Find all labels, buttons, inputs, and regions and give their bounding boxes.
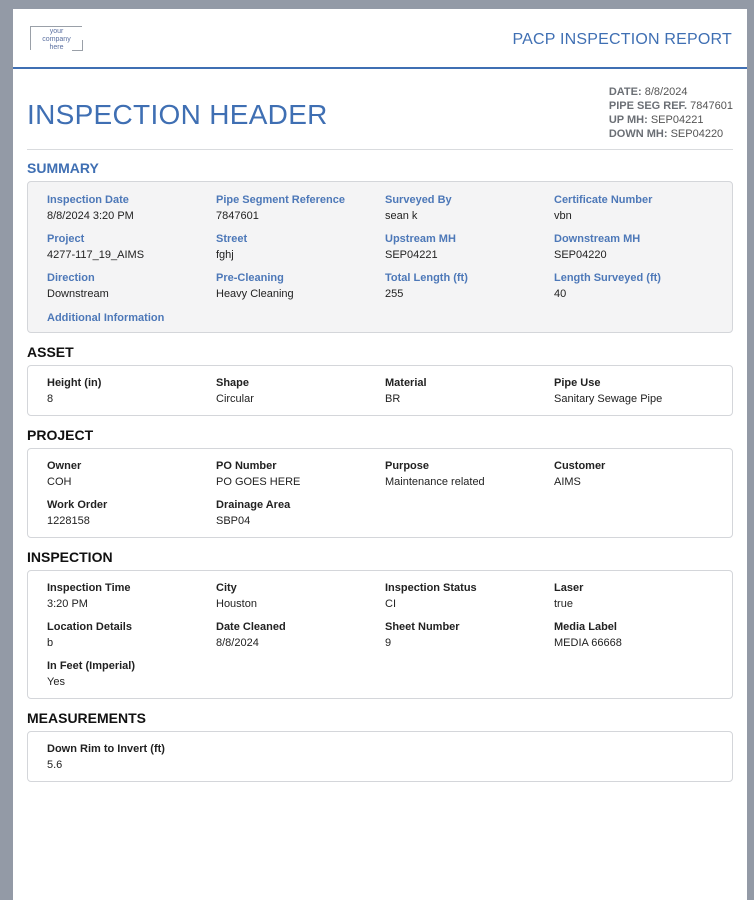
asset-box <box>27 365 733 416</box>
field-label: Certificate Number <box>554 194 653 206</box>
field-value: Downstream <box>47 288 109 300</box>
field-label: Work Order <box>47 499 108 511</box>
field-value: Maintenance related <box>385 476 485 488</box>
field-label: Surveyed By <box>385 194 452 206</box>
project-field-po-number <box>216 459 385 491</box>
logo-text-line-3: here <box>49 44 64 51</box>
field-value: SBP04 <box>216 515 251 527</box>
field-value: 8/8/2024 3:20 PM <box>47 210 134 222</box>
project-section-title: PROJECT <box>27 427 94 443</box>
field-value: 1228158 <box>47 515 90 527</box>
field-label: Owner <box>47 460 82 472</box>
inspection-field-location-details <box>47 620 216 652</box>
field-value: AIMS <box>554 476 581 488</box>
inspection-field-city <box>216 581 385 613</box>
field-value: 255 <box>385 288 404 300</box>
summary-section-title: SUMMARY <box>27 160 99 176</box>
summary-field-project <box>47 232 216 264</box>
inspection-field-in-feet-imperial <box>47 659 216 691</box>
inspection-field-media-label <box>554 620 723 652</box>
project-field-customer <box>554 459 723 491</box>
field-value: 4277-117_19_AIMS <box>47 249 145 261</box>
field-value: PO GOES HERE <box>216 476 301 488</box>
header-meta <box>609 85 733 141</box>
meta-up-mh: UP MH: SEP04221 <box>608 114 704 126</box>
project-field-owner <box>47 459 216 491</box>
field-value: fghj <box>216 249 234 261</box>
field-value: 9 <box>385 637 392 649</box>
company-logo <box>30 26 82 50</box>
meta-down-mh: DOWN MH: SEP04220 <box>608 128 724 140</box>
field-label: Media Label <box>554 621 617 633</box>
logo-text-line-2: company <box>42 36 71 43</box>
measurements-grid <box>47 742 732 774</box>
summary-field-downstream-mh <box>554 232 723 264</box>
field-value: Sanitary Sewage Pipe <box>554 393 663 405</box>
summary-field-length-surveyed-ft <box>554 271 723 303</box>
summary-field-surveyed-by <box>385 193 554 225</box>
field-label: Direction <box>47 272 95 284</box>
inspection-header <box>27 69 733 150</box>
report-page <box>13 9 747 900</box>
summary-box <box>27 181 733 333</box>
field-value: CI <box>385 598 396 610</box>
project-box <box>27 448 733 538</box>
field-label: Street <box>216 233 248 245</box>
logo-text-line-1: your <box>49 28 64 35</box>
field-label: PO Number <box>216 460 277 472</box>
field-value: true <box>554 598 573 610</box>
inspection-grid <box>47 581 732 691</box>
field-value: 5.6 <box>47 759 63 771</box>
field-label: Height (in) <box>47 377 102 389</box>
summary-field-total-length-ft <box>385 271 554 303</box>
field-label: Laser <box>554 582 584 594</box>
report-top-bar <box>13 9 747 69</box>
summary-field-direction <box>47 271 216 303</box>
meta-pipe-seg-ref: PIPE SEG REF. 7847601 <box>608 100 733 112</box>
asset-grid <box>47 376 732 408</box>
inspection-field-date-cleaned <box>216 620 385 652</box>
measurements-field-down-rim-to-invert-ft <box>47 742 216 774</box>
project-field-purpose <box>385 459 554 491</box>
field-label: Upstream MH <box>385 233 456 245</box>
field-label: Sheet Number <box>385 621 460 633</box>
page-title: INSPECTION HEADER <box>27 99 328 130</box>
project-field-drainage-area <box>216 498 385 530</box>
asset-field-material <box>385 376 554 408</box>
field-label: Material <box>385 377 427 389</box>
summary-field-pipe-segment-reference <box>216 193 385 225</box>
field-value: Houston <box>216 598 257 610</box>
field-value: SEP04221 <box>385 249 438 261</box>
measurements-section-title: MEASUREMENTS <box>27 710 147 726</box>
asset-field-height-in <box>47 376 216 408</box>
asset-field-pipe-use <box>554 376 723 408</box>
field-label: Pre-Cleaning <box>216 272 284 284</box>
summary-field-pre-cleaning <box>216 271 385 303</box>
summary-grid <box>47 193 732 303</box>
field-value: b <box>47 637 54 649</box>
summary-field-street <box>216 232 385 264</box>
field-value: 40 <box>554 288 567 300</box>
measurements-box <box>27 731 733 782</box>
field-label: In Feet (Imperial) <box>47 660 136 672</box>
field-label: Project <box>47 233 85 245</box>
inspection-box <box>27 570 733 699</box>
inspection-field-inspection-time <box>47 581 216 613</box>
field-label: Location Details <box>47 621 132 633</box>
field-label: Total Length (ft) <box>385 272 468 284</box>
field-value: 8/8/2024 <box>216 637 259 649</box>
field-label: Inspection Time <box>47 582 131 594</box>
field-value: Yes <box>47 676 65 688</box>
field-value: 8 <box>47 393 54 405</box>
field-label: Purpose <box>385 460 430 472</box>
field-label: Inspection Date <box>47 194 129 206</box>
project-field-work-order <box>47 498 216 530</box>
asset-section-title: ASSET <box>27 344 74 360</box>
field-value: sean k <box>385 210 418 222</box>
field-label: Customer <box>554 460 606 472</box>
field-label: City <box>216 582 237 594</box>
field-label: Pipe Use <box>554 377 601 389</box>
field-label: Date Cleaned <box>216 621 286 633</box>
additional-information-label: Additional Information <box>47 312 165 324</box>
project-grid <box>47 459 732 530</box>
field-value: Heavy Cleaning <box>216 288 294 300</box>
inspection-field-inspection-status <box>385 581 554 613</box>
field-label: Pipe Segment Reference <box>216 194 345 206</box>
field-value: BR <box>385 393 401 405</box>
summary-field-inspection-date <box>47 193 216 225</box>
field-label: Downstream MH <box>554 233 641 245</box>
field-value: COH <box>47 476 72 488</box>
field-label: Drainage Area <box>216 499 291 511</box>
field-label: Length Surveyed (ft) <box>554 272 661 284</box>
meta-date: DATE: 8/8/2024 <box>608 86 688 98</box>
field-value: 7847601 <box>216 210 259 222</box>
field-value: SEP04220 <box>554 249 607 261</box>
inspection-section-title: INSPECTION <box>27 549 113 565</box>
report-title: PACP INSPECTION REPORT <box>512 31 732 48</box>
inspection-field-laser <box>554 581 723 613</box>
field-label: Shape <box>216 377 250 389</box>
field-value: MEDIA 66668 <box>554 637 622 649</box>
summary-field-certificate-number <box>554 193 723 225</box>
field-label: Down Rim to Invert (ft) <box>47 743 165 755</box>
asset-field-shape <box>216 376 385 408</box>
field-value: 3:20 PM <box>47 598 88 610</box>
field-label: Inspection Status <box>385 582 477 594</box>
summary-field-upstream-mh <box>385 232 554 264</box>
field-value: Circular <box>216 393 254 405</box>
field-value: vbn <box>554 210 572 222</box>
inspection-field-sheet-number <box>385 620 554 652</box>
